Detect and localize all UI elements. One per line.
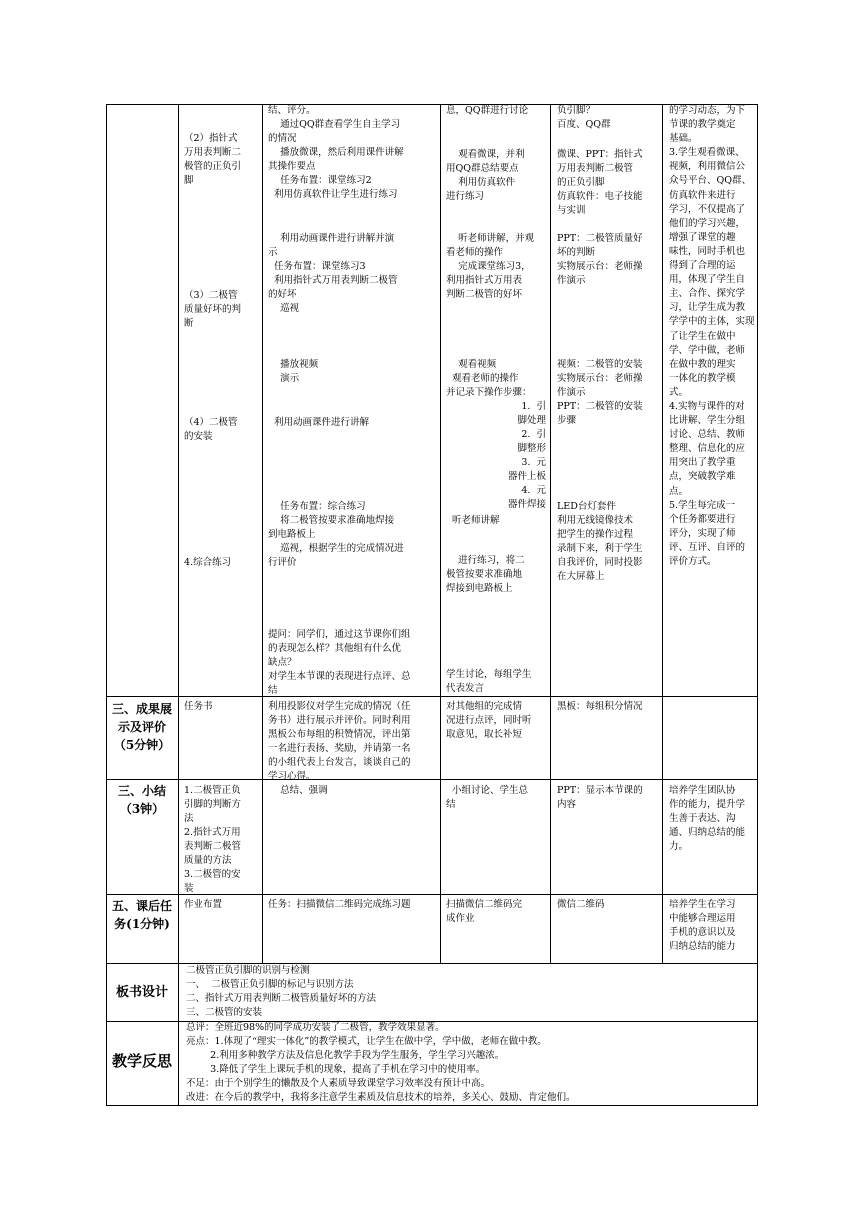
reflection-line: 总评：全班近98%的同学成功安装了二极管，教学效果显著。 [186, 1022, 445, 1033]
student-activity-block: 息，QQ群进行讨论 [446, 105, 529, 116]
media-block: 微课、PPT：指针式 万用表判断二极管 的正负引脚 仿真软件：电子技能 与实训 [557, 149, 643, 216]
teacher-activity-block: 利用动画课件进行讲解并演 示 任务布置：课堂练习3 利用指针式万用表判断二极管 的好坏 巡视 [268, 233, 398, 314]
table-border-left [106, 104, 107, 1106]
teacher-activity-block: 利用动画课件进行讲解 [268, 417, 370, 428]
section-design-intent: 培养学生团队协 作的能力，提升学 生善于表达、沟 通、归纳总结的能 力。 [669, 785, 746, 852]
student-activity-block: 观看微课，并利 用QQ群总结要点 利用仿真软件 进行练习 [446, 149, 525, 202]
teacher-activity-block: 结、评分。 通过QQ群查看学生自主学习 的情况 播放微课，然后利用课件讲解 其操作要点 任务布置：课堂练习2 利用仿真软件让学生进行练习 [268, 105, 404, 200]
board-line: 二、指针式万用表判断二极管质量好坏的方法 [186, 993, 377, 1004]
content-item-practice: 4.综合练习 [184, 557, 232, 568]
section-title-homework: 五、课后任 务(1分钟) [111, 899, 172, 931]
install-step: 4. 元 器件焊接 [507, 485, 546, 510]
install-step: 2. 引 脚整形 [517, 429, 546, 454]
section-teacher-activity: 利用投影仪对学生完成的情况（任 务书）进行展示并评价。同时利用 黑板公布每组的积赞情况，评出第 一名进行表扬、奖励，并请第一名 的小组代表上台发言，谈谈自己的 学习心得。 [268, 701, 411, 782]
install-step: 1. 引 脚处理 [517, 401, 546, 426]
board-line: 一、 二极管正负引脚的标记与识别方法 [186, 979, 354, 990]
section-content: 作业布置 [184, 899, 223, 910]
student-activity-block: 进行练习，将二 极管按要求准确地 焊接到电路板上 [446, 555, 525, 594]
section-teacher-activity: 总结、强调 [268, 785, 328, 796]
section-title-showcase: 三、成果展 示及评价 （5分钟） [111, 702, 172, 752]
board-design-label: 板书设计 [115, 985, 168, 1000]
section-content: 任务书 [184, 701, 213, 712]
section-student-activity: 小组讨论、学生总 结 [446, 785, 529, 810]
student-activity-block: 学生讨论，每组学生 代表发言 [446, 669, 532, 694]
student-activity-block: 听老师讲解，并观 看老师的操作 完成课堂练习3， 利用指针式万用表 判断二极管的好坏 [446, 233, 535, 300]
section-teacher-activity: 任务：扫描微信二维码完成练习题 [268, 899, 411, 910]
install-step: 3. 元 器件上板 [507, 457, 546, 482]
section-media: PPT：显示本节课的 内容 [557, 785, 643, 810]
student-activity-block: 听老师讲解 [446, 515, 500, 526]
teacher-question-block: 提问：同学们，通过这节课你们组 的表现怎么样？其他组有什么优 缺点？ 对学生本节课的表现进行点评、总 结 [268, 629, 411, 696]
media-block: 视频：二极管的安装 实物展示台：老师操 作演示 PPT：二极管的安装 步骤 [557, 359, 643, 426]
section-title-summary: 三、小结 （3钟） [117, 784, 166, 816]
col-divider [178, 104, 179, 1106]
section-design-intent: 培养学生在学习 中能够合理运用 手机的意识以及 归纳总结的能力 [669, 899, 736, 952]
section-student-activity: 扫描微信二维码完 成作业 [446, 899, 523, 924]
board-line: 二极管正负引脚的识别与检测 [186, 965, 310, 976]
teacher-activity-block: 播放视频 演示 [280, 359, 319, 384]
reflection-line: 亮点：1.体现了“理实一体化”的教学模式，让学生在做中学，学中做，老师在做中教。 [186, 1036, 547, 1047]
reflection-line: 2.利用多种教学方法及信息化教学手段为学生服务，学生学习兴趣浓。 [186, 1050, 505, 1061]
section-student-activity: 对其他组的完成情 况进行点评，同时听 取意见，取长补短 [446, 701, 532, 740]
table-border-right [757, 104, 758, 1106]
col-divider [662, 104, 663, 964]
section-media: 黑板：每组积分情况 [557, 701, 643, 712]
student-activity-block: 观看视频 观看老师的操作 并记录下操作步骤： [446, 359, 532, 398]
content-item-installation: （4）二极管 的安装 [184, 417, 238, 442]
media-block: PPT：二极管质量好 坏的判断 实物展示台：老师操 作演示 [557, 233, 643, 286]
media-block: LED台灯套件 利用无线镜像技术 把学生的操作过程 录制下来，利于学生 自我评价，同时投影 在大屏幕上 [557, 501, 643, 582]
col-divider [550, 104, 551, 964]
media-block: 负引脚？ 百度、QQ群 [557, 105, 611, 130]
section-media: 微信二维码 [557, 899, 605, 910]
content-item-polarity-test: （2）指针式 万用表判断二 极管的正负引 脚 [184, 133, 242, 186]
reflection-line: 不足：由于个别学生的懒散及个人素质导致课堂学习效率没有预计中高。 [186, 1078, 491, 1089]
col-divider [440, 104, 441, 964]
reflection-label: 教学反思 [111, 1052, 172, 1070]
reflection-line: 3.降低了学生上课玩手机的现象，提高了手机在学习中的使用率。 [186, 1064, 486, 1075]
table-border-bottom [106, 1105, 758, 1106]
content-item-quality-check: （3）二极管 质量好坏的判 断 [184, 290, 242, 329]
board-line: 三、二极管的安装 [186, 1007, 263, 1018]
design-intent-block: 的学习动态，为下 节课的教学奠定 基础。 3.学生观看微课、 视频，利用微信公 众号平台、QQ群、 仿真软件来进行 学习，不仅提高了 他们的学习兴趣， 增强了课堂的趣 味性，同时手机也 得到了合理的运 用，体现了学生自 主、合作、探究学 习，让学生成为教 学学中的主体，实现 了让学生在做中 学、学中做，老师 在做中教的理实 一体化的教学模 式。 4.实物与课件的对 比讲解、学生分组 讨论、总结、教师 整理、信息化的应 用突出了教学重 点，突破教学难 点。 5.学生每完成一 个任务都要进行 评分，实现了师 评、互评、自评的 评价方式。 [669, 105, 755, 567]
section-content: 1.二极管正负 引脚的判断方 法 2.指针式万用 表判断二极管 质量的方法 3.二极管的安 装 [184, 785, 242, 894]
col-divider [262, 104, 263, 964]
teacher-activity-block: 任务布置：综合练习 将二极管按要求准确地焊接 到电路板上 巡视，根据学生的完成情况进 行评价 [268, 501, 404, 568]
reflection-line: 改进：在今后的教学中，我将多注意学生素质及信息技术的培养，多关心、鼓励、肯定他们。 [186, 1092, 576, 1103]
